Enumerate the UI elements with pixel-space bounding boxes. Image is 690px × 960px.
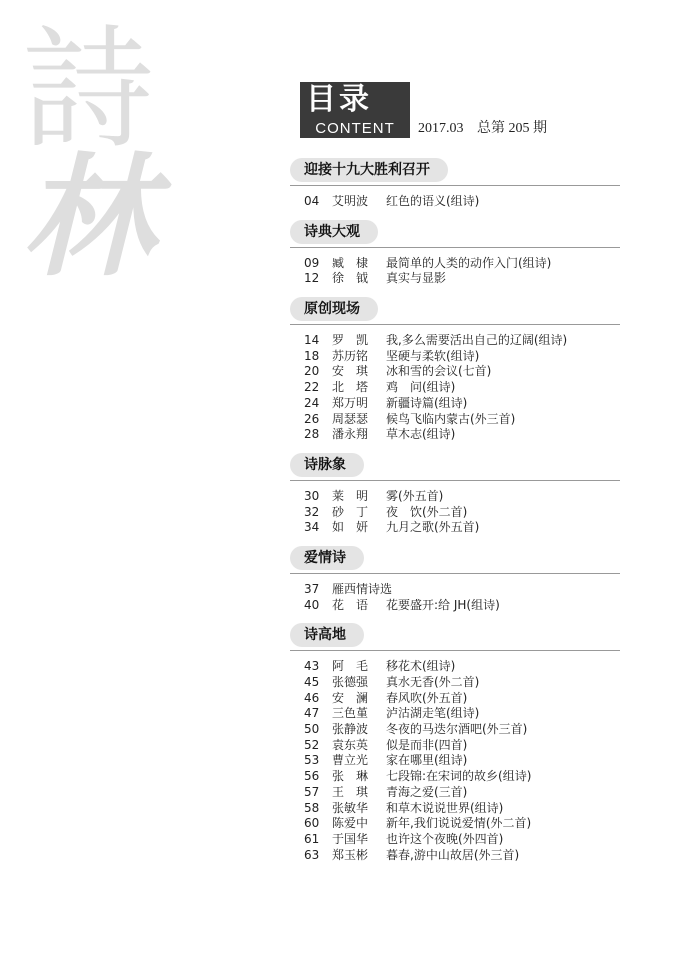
- entry-page: 26: [304, 411, 320, 426]
- entry-title: 花要盛开:给 JH(组诗): [386, 597, 500, 612]
- entry-author: 莱 明: [332, 488, 369, 503]
- toc-entry: [290, 349, 620, 365]
- entry-page: 43: [304, 659, 320, 674]
- entry-title: 移花术(组诗): [386, 659, 456, 674]
- toc-entry: [290, 489, 620, 505]
- entry-author: 袁东英: [332, 737, 369, 752]
- entry-page: 46: [304, 690, 320, 705]
- entry-title: 青海之爱(三首): [386, 784, 468, 799]
- toc-entry: [290, 675, 620, 691]
- entry-page: 50: [304, 722, 320, 737]
- toc-entry: [290, 396, 620, 412]
- entry-page: 58: [304, 800, 320, 815]
- entry-title: 草木志(组诗): [386, 427, 456, 442]
- watermark-char-forest: 林: [22, 140, 154, 295]
- section-title: 诗脉象: [290, 453, 364, 477]
- toc-entry: [290, 785, 620, 801]
- toc-entry: [290, 333, 620, 349]
- entry-list: [290, 188, 620, 210]
- section-divider: [290, 324, 620, 325]
- toc-entry: [290, 706, 620, 722]
- entry-title: 也许这个夜晚(外四首): [386, 831, 504, 846]
- entry-author: 安 澜: [332, 690, 369, 705]
- entry-title: 新年,我们说说爱情(外二首): [386, 816, 532, 831]
- entry-list: [290, 653, 620, 863]
- section-divider: [290, 185, 620, 186]
- section-spacer: [290, 613, 620, 623]
- section-title: 诗高地: [290, 623, 364, 647]
- entry-title: 似是而非(四首): [386, 737, 468, 752]
- section-spacer: [290, 536, 620, 546]
- entry-page: 52: [304, 737, 320, 752]
- entry-author: 郑万明: [332, 395, 369, 410]
- entry-author: 潘永翔: [332, 427, 369, 442]
- toc-entry: [290, 659, 620, 675]
- entry-title: 冰和雪的会议(七首): [386, 364, 492, 379]
- toc-section: [290, 623, 620, 873]
- entry-title: 冬夜的马迭尔酒吧(外三首): [386, 722, 528, 737]
- entry-page: 14: [304, 333, 320, 348]
- section-title: 原创现场: [290, 297, 378, 321]
- contents-title-cn: 目录: [306, 82, 372, 117]
- entry-author: 陈爱中: [332, 816, 369, 831]
- toc-entry: [290, 691, 620, 707]
- section-header: [290, 220, 620, 250]
- toc-entry: [290, 801, 620, 817]
- entry-author: 张德强: [332, 675, 369, 689]
- toc-entry: [290, 271, 620, 287]
- entry-page: 20: [304, 364, 320, 379]
- issue-info: [418, 120, 557, 138]
- entry-list: [290, 327, 620, 443]
- entry-author: 阿 毛: [332, 659, 369, 674]
- entry-title: 泸沽湖走笔(组诗): [386, 706, 480, 721]
- entry-page: 04: [304, 194, 320, 208]
- toc-entry: [290, 722, 620, 738]
- toc-section: [290, 453, 620, 546]
- entry-page: 37: [304, 581, 320, 596]
- contents-title-en: CONTENT: [300, 119, 410, 138]
- toc-entry: [290, 582, 620, 598]
- entry-author: 如 妍: [332, 520, 369, 535]
- entry-page: 28: [304, 427, 320, 442]
- entry-title: 我,多么需要活出自己的辽阔(组诗): [386, 333, 568, 348]
- entry-list: [290, 483, 620, 536]
- entry-page: 53: [304, 753, 320, 768]
- entry-page: 24: [304, 395, 320, 410]
- toc-entry: [290, 256, 620, 272]
- entry-title: 真水无香(外二首): [386, 675, 480, 689]
- toc-entry: [290, 816, 620, 832]
- entry-author: 雁西情诗选: [332, 581, 393, 596]
- section-header: [290, 546, 620, 576]
- toc-entry: [290, 598, 620, 614]
- section-spacer: [290, 287, 620, 297]
- entry-page: 22: [304, 380, 320, 395]
- entry-title: 坚硬与柔软(组诗): [386, 348, 480, 363]
- entry-page: 57: [304, 784, 320, 799]
- toc-section: [290, 297, 620, 453]
- toc-entry: [290, 194, 620, 210]
- entry-author: 花 语: [332, 597, 369, 612]
- entry-author: 艾明波: [332, 194, 369, 208]
- toc-entry: [290, 738, 620, 754]
- toc-entry: [290, 769, 620, 785]
- section-divider: [290, 573, 620, 574]
- watermark-char-poem: 詩: [22, 13, 154, 167]
- entry-title: 候鸟飞临内蒙古(外三首): [386, 411, 516, 426]
- entry-author: 安 琪: [332, 364, 369, 379]
- masthead-watermark: [22, 13, 212, 300]
- toc-header: [300, 82, 620, 140]
- entry-title: 新疆诗篇(组诗): [386, 395, 468, 410]
- toc-entry: [290, 412, 620, 428]
- entry-title: 暮春,游中山故居(外三首): [386, 847, 520, 862]
- entry-title: 鸡 问(组诗): [386, 380, 456, 395]
- entry-title: 家在哪里(组诗): [386, 753, 468, 768]
- entry-author: 张静波: [332, 722, 369, 737]
- entry-page: 40: [304, 597, 320, 612]
- toc-section: [290, 158, 620, 220]
- section-title: 爱情诗: [290, 546, 364, 570]
- entry-title: 雾(外五首): [386, 488, 444, 503]
- entry-title: 红色的语义(组诗): [386, 194, 480, 208]
- section-header: [290, 158, 620, 188]
- entry-author: 王 琪: [332, 784, 369, 799]
- entry-page: 18: [304, 348, 320, 363]
- contents-logo: [300, 82, 410, 138]
- toc-entry: [290, 505, 620, 521]
- entry-list: [290, 576, 620, 613]
- section-header: [290, 623, 620, 653]
- entry-title: 最简单的人类的动作入门(组诗): [386, 255, 552, 270]
- entry-author: 臧 棣: [332, 255, 369, 270]
- entry-author: 砂 丁: [332, 504, 369, 519]
- entry-page: 32: [304, 504, 320, 519]
- entry-author: 于国华: [332, 831, 369, 846]
- entry-page: 09: [304, 255, 320, 270]
- entry-author: 曹立光: [332, 753, 369, 768]
- entry-author: 罗 凯: [332, 333, 369, 348]
- entry-title: 真实与显影: [386, 271, 447, 286]
- issue-date: 2017.03: [418, 121, 464, 136]
- toc-entry: [290, 753, 620, 769]
- section-spacer: [290, 210, 620, 220]
- entry-author: 徐 钺: [332, 271, 369, 286]
- toc-entry: [290, 520, 620, 536]
- entry-author: 三色堇: [332, 706, 369, 721]
- section-title: 迎接十九大胜利召开: [290, 158, 448, 182]
- table-of-contents: [290, 158, 620, 873]
- entry-page: 61: [304, 831, 320, 846]
- section-divider: [290, 480, 620, 481]
- entry-page: 34: [304, 520, 320, 535]
- toc-section: [290, 546, 620, 623]
- section-header: [290, 453, 620, 483]
- entry-page: 30: [304, 488, 320, 503]
- entry-title: 九月之歌(外五首): [386, 520, 480, 535]
- entry-page: 47: [304, 706, 320, 721]
- section-spacer: [290, 863, 620, 873]
- toc-entry: [290, 364, 620, 380]
- entry-author: 周瑟瑟: [332, 411, 369, 426]
- entry-author: 郑玉彬: [332, 847, 369, 862]
- entry-author: 北 塔: [332, 380, 369, 395]
- section-divider: [290, 650, 620, 651]
- entry-author: 苏历铭: [332, 348, 369, 363]
- toc-entry: [290, 427, 620, 443]
- section-title: 诗典大观: [290, 220, 378, 244]
- toc-section: [290, 220, 620, 297]
- section-header: [290, 297, 620, 327]
- toc-entry: [290, 832, 620, 848]
- entry-author: 张 琳: [332, 769, 369, 784]
- entry-title: 和草木说说世界(组诗): [386, 800, 504, 815]
- entry-page: 12: [304, 271, 320, 286]
- entry-title: 七段锦:在宋词的故乡(组诗): [386, 769, 532, 784]
- toc-entry: [290, 380, 620, 396]
- entry-page: 60: [304, 816, 320, 831]
- section-divider: [290, 247, 620, 248]
- entry-author: 张敏华: [332, 800, 369, 815]
- toc-entry: [290, 848, 620, 864]
- entry-page: 45: [304, 675, 320, 689]
- entry-title: 春风吹(外五首): [386, 690, 468, 705]
- entry-page: 56: [304, 769, 320, 784]
- entry-title: 夜 饮(外二首): [386, 504, 468, 519]
- entry-page: 63: [304, 847, 320, 862]
- issue-number: 总第 205 期: [477, 121, 547, 136]
- entry-list: [290, 250, 620, 287]
- section-spacer: [290, 443, 620, 453]
